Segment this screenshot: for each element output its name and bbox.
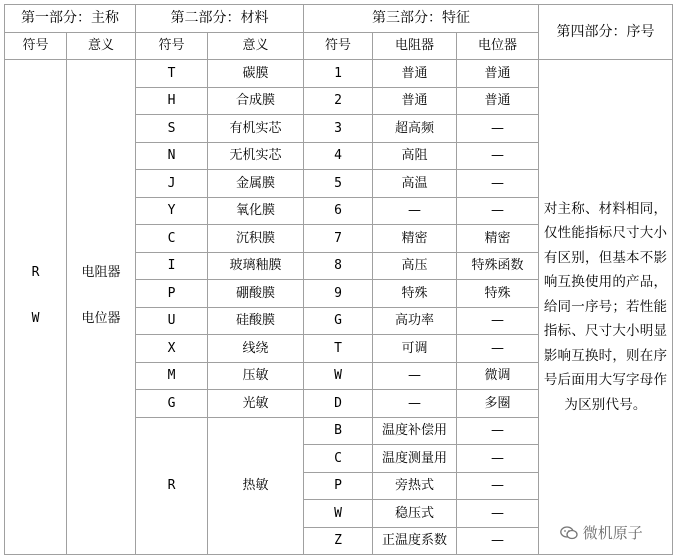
feature-symbol: C [304, 445, 373, 473]
feature-potentiometer: 微调 [457, 362, 539, 390]
feature-symbol: W [304, 362, 373, 390]
material-symbol: X [136, 335, 208, 363]
feature-potentiometer: 特殊 [457, 280, 539, 308]
feature-resistor: — [373, 197, 457, 225]
feature-symbol: 5 [304, 170, 373, 198]
part4-description-cell [539, 60, 673, 555]
header-part4: 第四部分：序号 [539, 5, 673, 60]
feature-resistor: 特殊 [373, 280, 457, 308]
material-symbol: R [136, 417, 208, 555]
wechat-icon [560, 526, 578, 540]
material-symbol: J [136, 170, 208, 198]
feature-resistor: 高功率 [373, 307, 457, 335]
watermark-text: 微机原子 [582, 524, 643, 542]
feature-symbol: 4 [304, 142, 373, 170]
feature-resistor: 温度测量用 [373, 445, 457, 473]
feature-symbol: 6 [304, 197, 373, 225]
feature-potentiometer: 精密 [457, 225, 539, 253]
feature-potentiometer: — [457, 142, 539, 170]
feature-symbol: 8 [304, 252, 373, 280]
part1-meaning: 电位器 [81, 311, 121, 326]
header-part1: 第一部分：主称 [5, 5, 136, 33]
feature-potentiometer: 普通 [457, 60, 539, 88]
material-meaning: 线绕 [208, 335, 304, 363]
material-meaning: 压敏 [208, 362, 304, 390]
material-meaning: 金属膜 [208, 170, 304, 198]
subheader-symbol: 符号 [5, 32, 67, 60]
material-meaning: 氧化膜 [208, 197, 304, 225]
feature-symbol: G [304, 307, 373, 335]
feature-potentiometer: — [457, 472, 539, 500]
header-part3: 第三部分：特征 [304, 5, 539, 33]
feature-resistor: 精密 [373, 225, 457, 253]
feature-resistor: 旁热式 [373, 472, 457, 500]
feature-symbol: 7 [304, 225, 373, 253]
feature-resistor: 高温 [373, 170, 457, 198]
feature-potentiometer: 特殊函数 [457, 252, 539, 280]
feature-symbol: 2 [304, 87, 373, 115]
material-meaning: 热敏 [208, 417, 304, 555]
feature-resistor: — [373, 390, 457, 418]
table-row [5, 60, 673, 88]
feature-resistor: 普通 [373, 60, 457, 88]
part1-symbol: W [31, 311, 40, 326]
material-symbol: M [136, 362, 208, 390]
feature-resistor: 正温度系数 [373, 527, 457, 555]
feature-resistor: 高阻 [373, 142, 457, 170]
material-symbol: N [136, 142, 208, 170]
feature-resistor: 温度补偿用 [373, 417, 457, 445]
material-meaning: 合成膜 [208, 87, 304, 115]
material-meaning: 玻璃釉膜 [208, 252, 304, 280]
subheader-resistor: 电阻器 [373, 32, 457, 60]
part1-meaning-cell [67, 60, 136, 555]
material-meaning: 光敏 [208, 390, 304, 418]
feature-potentiometer: — [457, 527, 539, 555]
material-meaning: 沉积膜 [208, 225, 304, 253]
subheader-symbol: 符号 [304, 32, 373, 60]
feature-potentiometer: — [457, 417, 539, 445]
part1-symbol-cell [5, 60, 67, 555]
material-symbol: C [136, 225, 208, 253]
material-symbol: Y [136, 197, 208, 225]
feature-potentiometer: — [457, 307, 539, 335]
feature-potentiometer: — [457, 335, 539, 363]
feature-symbol: P [304, 472, 373, 500]
feature-resistor: 普通 [373, 87, 457, 115]
feature-symbol: T [304, 335, 373, 363]
material-meaning: 有机实芯 [208, 115, 304, 143]
subheader-symbol: 符号 [136, 32, 208, 60]
feature-symbol: D [304, 390, 373, 418]
material-meaning: 硅酸膜 [208, 307, 304, 335]
feature-symbol: 3 [304, 115, 373, 143]
feature-potentiometer: 普通 [457, 87, 539, 115]
part4-description: 对主称、材料相同，仅性能指标尺寸大小有区别，但基本不影响互换使用的产品，给同一序号；若性能指标、尺寸大小明显影响互换时，则在序号后面用大写字母作为区别代号。 [543, 200, 668, 413]
watermark [560, 522, 643, 543]
subheader-meaning: 意义 [67, 32, 136, 60]
feature-symbol: W [304, 500, 373, 528]
feature-resistor: 稳压式 [373, 500, 457, 528]
part1-meaning: 电阻器 [81, 265, 121, 280]
material-symbol: U [136, 307, 208, 335]
feature-potentiometer: — [457, 197, 539, 225]
feature-resistor: 高压 [373, 252, 457, 280]
feature-resistor: 可调 [373, 335, 457, 363]
material-meaning: 硼酸膜 [208, 280, 304, 308]
feature-potentiometer: 多圈 [457, 390, 539, 418]
material-symbol: P [136, 280, 208, 308]
material-meaning: 无机实芯 [208, 142, 304, 170]
material-symbol: I [136, 252, 208, 280]
subheader-meaning: 意义 [208, 32, 304, 60]
feature-symbol: 9 [304, 280, 373, 308]
material-symbol: T [136, 60, 208, 88]
feature-potentiometer: — [457, 115, 539, 143]
part1-symbol: R [31, 265, 40, 280]
feature-resistor: 超高频 [373, 115, 457, 143]
header-part2: 第二部分：材料 [136, 5, 304, 33]
feature-potentiometer: — [457, 445, 539, 473]
feature-symbol: B [304, 417, 373, 445]
material-meaning: 碳膜 [208, 60, 304, 88]
feature-resistor: — [373, 362, 457, 390]
material-symbol: G [136, 390, 208, 418]
feature-potentiometer: — [457, 500, 539, 528]
feature-symbol: Z [304, 527, 373, 555]
feature-symbol: 1 [304, 60, 373, 88]
subheader-potentiometer: 电位器 [457, 32, 539, 60]
material-symbol: S [136, 115, 208, 143]
material-symbol: H [136, 87, 208, 115]
resistor-naming-table [4, 4, 673, 555]
feature-potentiometer: — [457, 170, 539, 198]
